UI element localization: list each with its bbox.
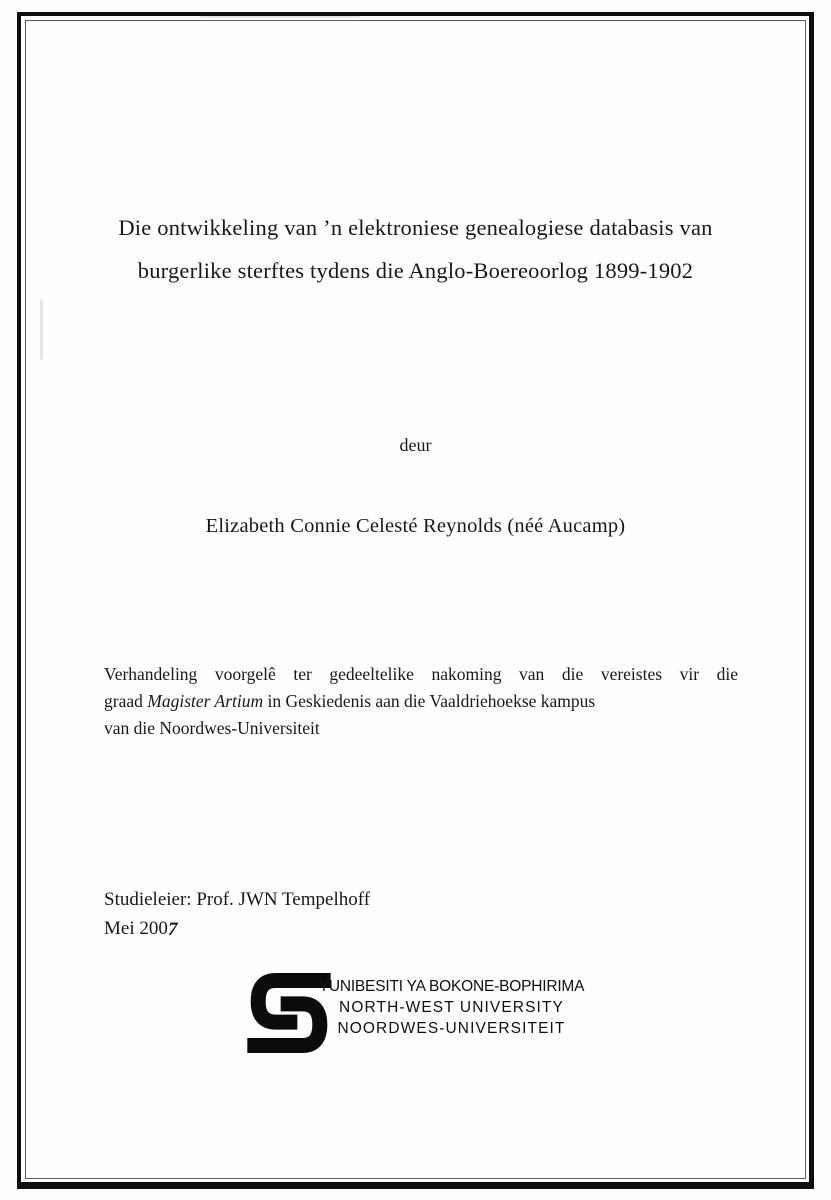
degree-statement-line-1: Verhandeling voorgelê ter gedeeltelike nakoming van die vereistes vir die xyxy=(104,664,738,684)
thesis-title-line-1: Die ontwikkeling van ’n elektroniese genealogiese databasis van xyxy=(118,215,713,240)
degree-statement-line-2 xyxy=(104,688,738,715)
byline-label: deur xyxy=(399,435,432,455)
thesis-title xyxy=(60,206,771,292)
scan-smudge xyxy=(40,300,43,360)
author-name: Elizabeth Connie Celesté Reynolds (néé Aucamp) xyxy=(205,515,626,537)
degree-statement-line-3: van die Noordwes-Universiteit xyxy=(104,718,320,738)
university-logo xyxy=(0,968,831,1053)
degree-statement-line-2-pre: graad xyxy=(104,691,148,711)
date-last-digit: 7 xyxy=(165,919,180,940)
logo-text-line-3: NOORDWES-UNIVERSITEIT xyxy=(337,1020,566,1037)
logo-text-line-1: YUNIBESITI YA BOKONE-BOPHIRIMA xyxy=(318,978,585,995)
supervisor-line: Studieleier: Prof. JWN Tempelhoff xyxy=(104,889,371,910)
university-logo-text xyxy=(319,976,585,1039)
scan-smudge xyxy=(200,16,360,18)
degree-statement xyxy=(104,661,738,742)
date-line xyxy=(104,914,370,943)
thesis-title-line-2: burgerlike sterftes tydens die Anglo-Boereoorlog 1899-1902 xyxy=(137,258,694,283)
supervisor-block xyxy=(104,885,370,943)
degree-name-italic: Magister Artium xyxy=(147,691,264,711)
degree-statement-line-2-post: in Geskiedenis aan die Vaaldriehoekse kampus xyxy=(263,691,596,711)
logo-text-line-2: NORTH-WEST UNIVERSITY xyxy=(339,999,564,1016)
date-prefix: Mei 200 xyxy=(104,918,168,939)
